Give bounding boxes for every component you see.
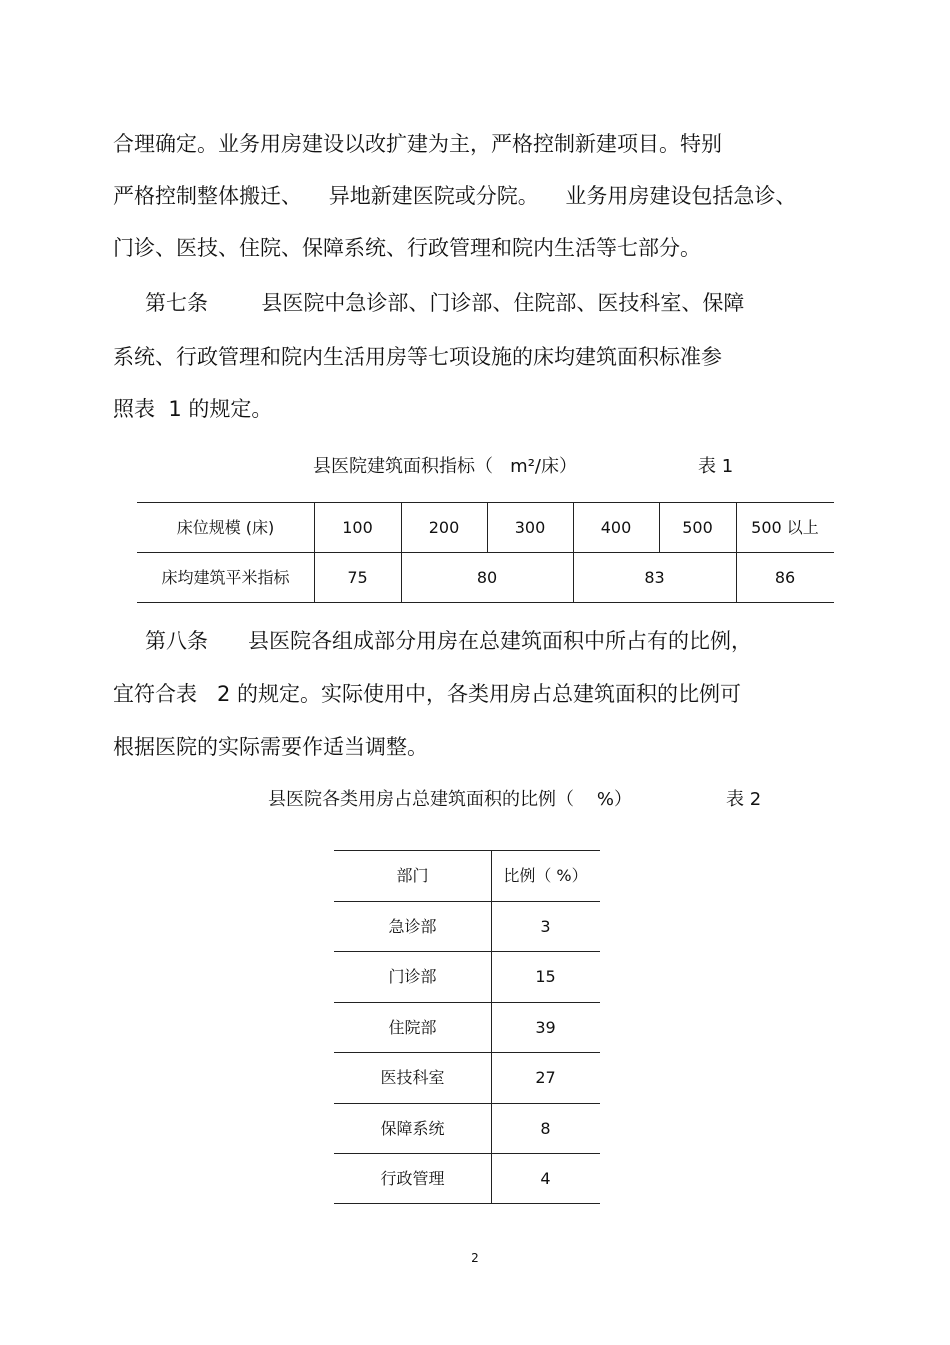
table2-dept-cell: 住院部 — [388, 1018, 437, 1037]
table2-ratio-cell: 39 — [535, 1018, 556, 1037]
table1-header-cell: 500 — [682, 518, 713, 537]
table2-ratio-cell: 4 — [540, 1169, 551, 1188]
paragraph-line: 门诊、医技、住院、保障系统、行政管理和院内生活等七部分。 — [113, 236, 701, 260]
table1-value-cell: 80 — [476, 568, 498, 587]
table1-value-cell: 86 — [774, 568, 796, 587]
article-7-line: 系统、行政管理和院内生活用房等七项设施的床均建筑面积标准参 — [113, 345, 722, 369]
page-number: 2 — [471, 1251, 479, 1265]
article-7-line: 第七条 县医院中急诊部、门诊部、住院部、医技科室、保障 — [145, 291, 745, 315]
table1-header-cell: 床位规模 (床) — [176, 518, 275, 537]
table2-ratio-cell: 3 — [540, 917, 551, 936]
table2-ratio-cell: 27 — [535, 1068, 556, 1087]
table2-ratio-cell: 8 — [540, 1119, 551, 1138]
article-8-line: 根据医院的实际需要作适当调整。 — [113, 735, 428, 759]
paragraph-line: 严格控制整体搬迁、 异地新建医院或分院。 业务用房建设包括急诊、 — [113, 184, 797, 208]
table1-caption: 县医院建筑面积指标（ m²/床） — [313, 456, 577, 477]
article-7-line: 照表 1 的规定。 — [113, 397, 273, 421]
table1-header-cell: 100 — [342, 518, 373, 537]
table2-dept-cell: 医技科室 — [380, 1068, 445, 1087]
table1-row-label: 床均建筑平米指标 — [161, 568, 290, 587]
table2-header-cell: 比例（ %） — [503, 866, 588, 885]
table1-header-cell: 400 — [600, 518, 632, 537]
table2-caption: 县医院各类用房占总建筑面积的比例（ %） — [268, 789, 632, 810]
paragraph-line: 合理确定。业务用房建设以改扩建为主，严格控制新建项目。特别 — [113, 132, 722, 156]
article-8-line: 宜符合表 2 的规定。实际使用中，各类用房占总建筑面积的比例可 — [113, 682, 742, 706]
table1-label: 表 1 — [698, 456, 734, 477]
table2-dept-cell: 保障系统 — [380, 1119, 445, 1138]
table2-dept-cell: 门诊部 — [388, 967, 437, 986]
table2-header-cell: 部门 — [396, 866, 429, 885]
table1-header-cell: 200 — [428, 518, 460, 537]
table1-header-cell: 300 — [514, 518, 546, 537]
table2-dept-cell: 行政管理 — [380, 1169, 445, 1188]
table2-ratio-cell: 15 — [535, 967, 556, 986]
table1-value-cell: 83 — [644, 568, 665, 587]
table2-label: 表 2 — [726, 789, 762, 810]
article-8-line: 第八条 县医院各组成部分用房在总建筑面积中所占有的比例， — [145, 629, 753, 653]
table2-dept-cell: 急诊部 — [388, 917, 437, 936]
table1-value-cell: 75 — [347, 568, 368, 587]
table1-header-cell: 500 以上 — [751, 518, 819, 537]
